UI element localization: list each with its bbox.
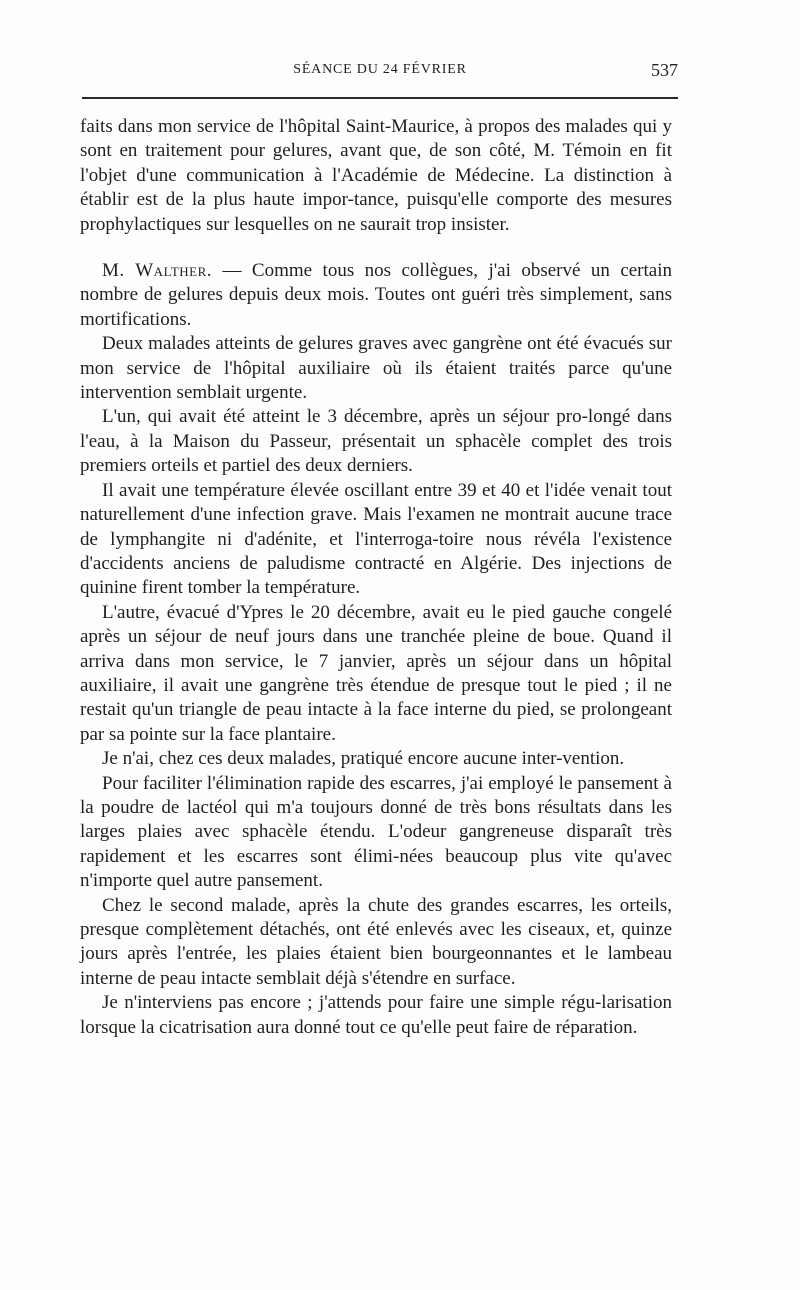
paragraph: Je n'interviens pas encore ; j'attends pour faire une simple régu-larisation lorsque la cicatrisation aura donné tout ce qu'elle peut faire de réparation. — [80, 992, 672, 1038]
speaker-statement: — Comme tous nos collègues, j'ai observé un certain nombre de gelures depuis deux mois. Toutes ont guéri très simplement, sans mortifications. — [80, 260, 672, 330]
header-rule — [82, 97, 678, 99]
paragraph-continued: faits dans mon service de l'hôpital Saint-Maurice, à propos des malades qui y sont en traitement pour gelures, avant que, de son côté, M. Témoin en fit l'objet d'une communication à l'Académie de Médecine. La distinction à établir est de la plus haute impor-tance, puisqu'elle comporte des mesures prophylactiques sur lesquelles on ne saurait trop insister. — [80, 116, 672, 235]
paragraph: Chez le second malade, après la chute des grandes escarres, les orteils, presque complètement détachés, ont été enlevés avec les ciseaux, et, quinze jours après l'entrée, les plaies étaient bien bourgeonnantes et le lambeau interne de peau intacte semblait déjà s'étendre en surface. — [80, 894, 672, 989]
paragraph: Je n'ai, chez ces deux malades, pratiqué encore aucune inter-vention. — [102, 748, 625, 770]
running-head — [82, 60, 678, 86]
paragraph: Deux malades atteints de gelures graves avec gangrène ont été évacués sur mon service de l'hôpital auxiliaire où ils étaient traités parce qu'une intervention semblait urgente. — [80, 333, 672, 404]
paragraph-speaker — [80, 259, 672, 332]
running-title: SÉANCE DU 24 FÉVRIER — [293, 62, 467, 77]
paragraph: L'un, qui avait été atteint le 3 décembre, après un séjour pro-longé dans l'eau, à la Maison du Passeur, présentait un sphacèle complet des trois premiers orteils et partiel des deux derniers. — [80, 406, 672, 477]
speaker-name: M. Walther. — [102, 260, 213, 282]
page-number: 537 — [651, 60, 678, 80]
paragraph: Pour faciliter l'élimination rapide des escarres, j'ai employé le pansement à la poudre de lactéol qui m'a toujours donné de très bons résultats dans les larges plaies avec sphacèle étendu. L'odeur gangreneuse disparaît très rapidement et les escarres sont élimi-nées beaucoup plus vite qu'avec n'importe quel autre pansement. — [80, 772, 672, 892]
body-text — [80, 115, 672, 1040]
paragraph: L'autre, évacué d'Ypres le 20 décembre, avait eu le pied gauche congelé après un séjour de neuf jours dans une tranchée pleine de boue. Quand il arriva dans mon service, le 7 janvier, après un séjour dans un hôpital auxiliaire, il avait une gangrène très étendue de presque tout le pied ; il ne restait qu'un triangle de peau intacte à la face interne du pied, se prolongeant par sa pointe sur la face plantaire. — [80, 601, 672, 745]
paragraph: Il avait une température élevée oscillant entre 39 et 40 et l'idée venait tout naturellement d'une infection grave. Mais l'examen ne montrait aucune trace de lymphangite ni d'adénite, et l'interroga-toire nous révéla l'existence d'accidents anciens de paludisme contracté en Algérie. Des injections de quinine firent tomber la température. — [80, 479, 672, 599]
